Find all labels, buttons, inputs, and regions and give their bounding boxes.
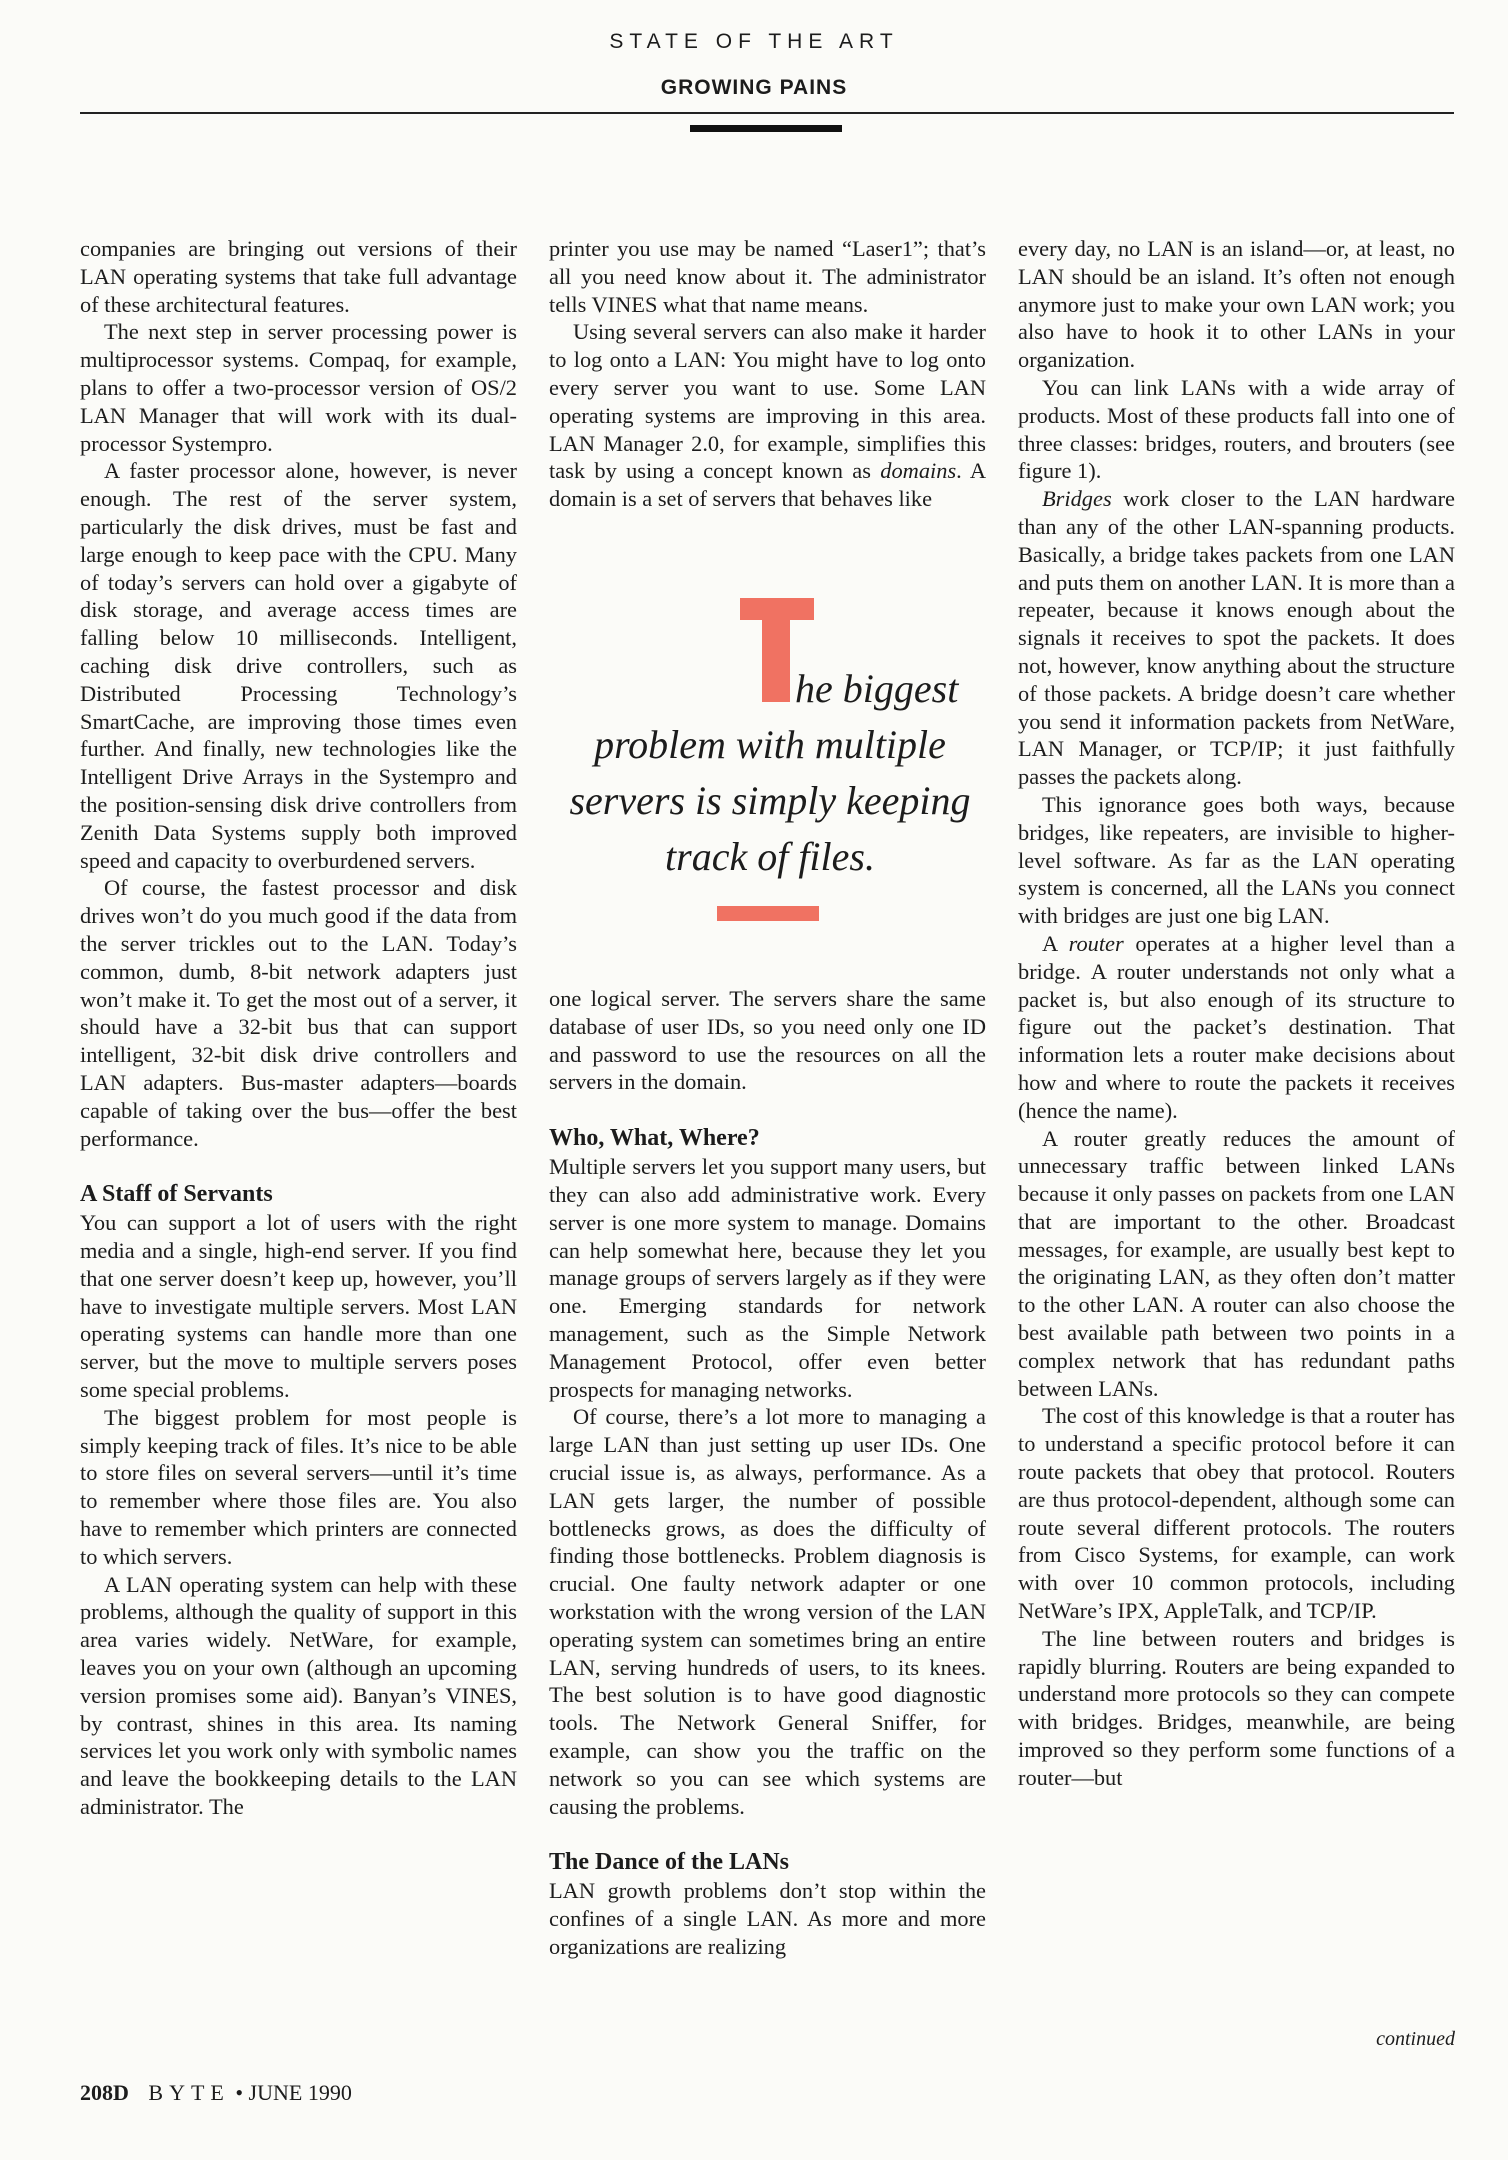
emphasis: Bridges	[1042, 486, 1112, 512]
paragraph: A LAN operating system can help with these problems, although the quality of support in this area varies widely. NetWare, for example, leaves you on your own (although an upcoming version promises some aid). Banyan’s VINES, by contrast, shines in this area. Its naming services let you work only with symbolic names and leave the bookkeeping details to the LAN administrator. The	[80, 1571, 517, 1820]
header-rule-accent	[690, 125, 842, 132]
pull-quote-text	[560, 661, 980, 885]
continued-label: continued	[1376, 2028, 1455, 2050]
subheading: The Dance of the LANs	[549, 1849, 789, 1876]
paragraph: You can support a lot of users with the right media and a single, high-end server. If you find that one server doesn’t keep up, however, you’ll have to investigate multiple servers. Most LAN operating systems can handle more than one server, but the move to multiple servers poses some special problems.	[80, 1210, 517, 1403]
pull-quote-rest: problem with multiple servers is simply keeping track of files.	[569, 722, 971, 879]
paragraph: The biggest problem for most people is simply keeping track of files. It’s nice to be able to store files on several servers—until it’s time to remember where those files are. You also have to remember which printers are connected to which servers.	[80, 1404, 517, 1569]
magazine-name: BYTE	[148, 2080, 230, 2105]
paragraph: A faster processor alone, however, is never enough. The rest of the server system, particularly the disk drives, must be fast and large enough to keep pace with the CPU. Many of today’s servers can hold over a gigabyte of disk storage, and average access times are falling below 10 milliseconds. Intelligent, caching disk drive controllers, such as Distributed Processing Technology’s SmartCache, are improving those times even further. And finally, new technologies like the Intelligent Drive Arrays in the Systempro and the position-sensing disk drive controllers from Zenith Data Systems supply both improved speed and capacity to overburdened servers.	[80, 458, 517, 873]
paragraph: Of course, the fastest processor and disk drives won’t do you much good if the data from the server trickles out to the LAN. Today’s common, dumb, 8-bit network adapters just won’t make it. To get the most out of a server, it should have a 32-bit bus that can support intelligent, 32-bit disk drive controllers and LAN adapters. Bus-master adapters—boards capable of taking over the bus—offer the best performance.	[80, 875, 517, 1151]
paragraph: one logical server. The servers share the same database of user IDs, so you need only one ID and password to use the resources on all the servers in the domain.	[549, 986, 986, 1095]
emphasis: domains	[880, 458, 957, 484]
paragraph	[1018, 930, 1455, 1125]
separator: •	[235, 2080, 244, 2105]
pull-quote-first-line: he biggest	[795, 666, 959, 711]
text-run: . A domain is a set of servers that behaves like	[549, 458, 986, 512]
section-title: GROWING PAINS	[660, 76, 848, 99]
paragraph: LAN growth problems don’t stop within the confines of a single LAN. As more and more organizations are realizing	[549, 1878, 986, 1959]
subheading: Who, What, Where?	[549, 1125, 760, 1152]
column-1	[80, 235, 517, 1821]
text-run: Using several servers can also make it harder to log onto a LAN: You might have to log onto every server you want to use. Some LAN operating systems are improving in this area. LAN Manager 2.0, for example, simplifies this task by using a concept known as	[549, 319, 986, 484]
running-head: STATE OF THE ART	[609, 30, 899, 53]
text-run: work closer to the LAN hardware than any of the other LAN-spanning products. Basically, a bridge takes packets from one LAN and puts them on another LAN. It is more than a repeater, because it knows enough about the signals it receives to spot the packets. It does not, however, know anything about the structure of those packets. A bridge doesn’t care whether you send it information packets from NetWare, LAN Manager, or TCP/IP; it just faithfully passes the packets along.	[1018, 486, 1455, 790]
paragraph: A router greatly reduces the amount of unnecessary traffic between linked LANs because it only passes on packets from one LAN that are important to the other. Broadcast messages, for example, are usually best kept to the originating LAN, as they often don’t matter to the other LAN. A router can also choose the best available path between two points in a complex network that has redundant paths between LANs.	[1018, 1125, 1455, 1401]
text-run: operates at a higher level than a bridge. A router understands not only what a packet is, but also enough of its structure to figure out the packet’s destination. That information lets a router make decisions about how and where to route the packets it receives (hence the name).	[1018, 930, 1455, 1123]
column-2-bottom	[549, 985, 986, 1961]
pull-quote-bar	[717, 906, 819, 921]
issue-date: JUNE 1990	[248, 2080, 352, 2105]
paragraph	[1018, 485, 1455, 791]
header-rule	[80, 112, 1454, 114]
page-number: 208D	[80, 2080, 129, 2105]
paragraph: The line between routers and bridges is rapidly blurring. Routers are being expanded to understand more protocols so they can compete with bridges. Bridges, meanwhile, are being improved so they perform some functions of a router—but	[1018, 1625, 1455, 1790]
folio	[80, 2080, 352, 2106]
paragraph: companies are bringing out versions of their LAN operating systems that take full advantage of these architectural features.	[80, 236, 517, 317]
paragraph: Multiple servers let you support many users, but they can also add administrative work. Every server is one more system to manage. Domains can help somewhat here, because they let you manage groups of servers largely as if they were one. Emerging standards for network management, such as the Simple Network Management Protocol, offer even better prospects for managing networks.	[549, 1154, 986, 1402]
paragraph: This ignorance goes both ways, because bridges, like repeaters, are invisible to higher-level software. As far as the LAN operating system is concerned, all the LANs you connect with bridges are just one big LAN.	[1018, 791, 1455, 929]
paragraph: The cost of this knowledge is that a router has to understand a specific protocol before it can route packets that obey that protocol. Routers are thus protocol-dependent, although some can route several different protocols. The routers from Cisco Systems, for example, can work with over 10 common protocols, including NetWare’s IPX, AppleTalk, and TCP/IP.	[1018, 1403, 1455, 1624]
column-3	[1018, 235, 1455, 1792]
paragraph: every day, no LAN is an island—or, at least, no LAN should be an island. It’s often not enough anymore just to make your own LAN work; you also have to hook it to other LANs in your organization.	[1018, 236, 1455, 373]
paragraph: Of course, there’s a lot more to managing a large LAN than just setting up user IDs. One crucial issue is, as always, performance. As a LAN gets larger, the number of possible bottlenecks grows, as does the difficulty of finding those bottlenecks. Problem diagnosis is crucial. One faulty network adapter or one workstation with the wrong version of the LAN operating system can sometimes bring an entire LAN, serving hundreds of users, to its knees. The best solution is to have good diagnostic tools. The Network General Sniffer, for example, can show you the traffic on the network so you can see which systems are causing the problems.	[549, 1404, 986, 1819]
paragraph	[549, 318, 986, 513]
paragraph: The next step in server processing power is multiprocessor systems. Compaq, for example, plans to offer a two-processor version of OS/2 LAN Manager that will work with its dual-processor Systempro.	[80, 319, 517, 456]
column-2-top	[549, 235, 986, 513]
emphasis: router	[1068, 930, 1124, 956]
subheading: A Staff of Servants	[80, 1181, 273, 1208]
pull-quote	[560, 598, 980, 928]
paragraph: You can link LANs with a wide array of products. Most of these products fall into one of three classes: bridges, routers, and brouters (see figure 1).	[1018, 374, 1455, 484]
text-run: A	[1042, 930, 1069, 956]
paragraph: printer you use may be named “Laser1”; that’s all you need know about it. The administrator tells VINES what that name means.	[549, 236, 986, 317]
